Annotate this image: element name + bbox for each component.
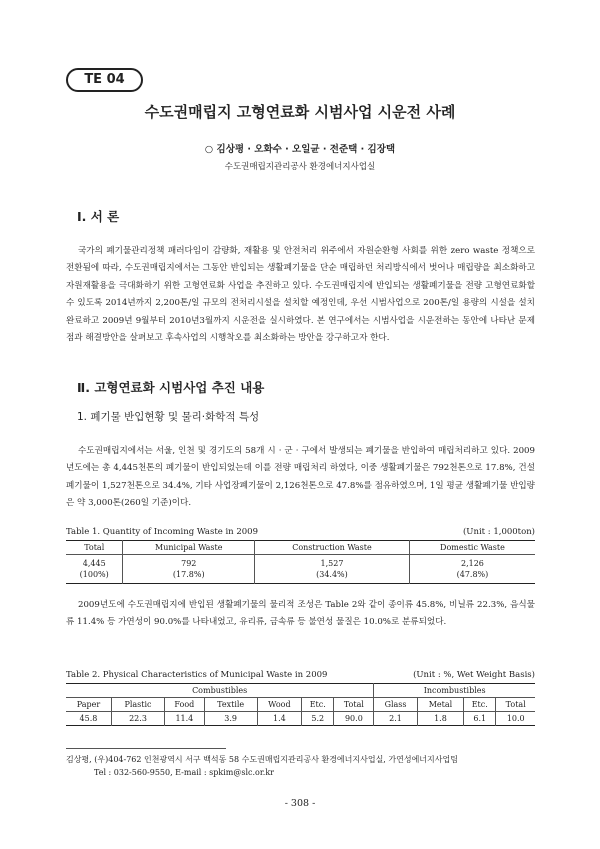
footnote-address: 김상평, (우)404-762 인천광역시 서구 백석동 58 수도권매립지관리공사 환경에너지사업실, 가연성에너지사업팀 <box>66 755 458 764</box>
table1-header: Municipal Waste <box>123 541 255 555</box>
table2-cell: 11.4 <box>165 712 205 726</box>
table2-cell: 3.9 <box>204 712 257 726</box>
table2-group-row <box>66 684 535 698</box>
footnote-divider <box>66 748 226 749</box>
table2-caption <box>66 670 535 680</box>
table2-header: Wood <box>257 698 301 712</box>
table1-caption <box>66 527 535 537</box>
table1-cell <box>255 555 410 584</box>
table2-cell: 45.8 <box>66 712 111 726</box>
table2 <box>66 683 535 726</box>
affiliation: 수도권매립지관리공사 환경에너지사업실 <box>224 162 376 172</box>
table1-row <box>66 555 535 584</box>
section2-paragraph-2: 2009년도에 수도권매립지에 반입된 생활폐기물의 물리적 조성은 Table 2와 같이 종이류 45.8%, 비닐류 22.3%, 음식물류 11.4% 등 가연성이 90.0%를 나타내었고, 유리류, 금속류 등 불연성 물질은 10.0%로 분류되었다. <box>66 600 535 628</box>
table2-header: Total <box>496 698 535 712</box>
table1-header: Total <box>66 541 123 555</box>
table1-unit: (Unit : 1,000ton) <box>462 527 535 537</box>
table2-cell: 90.0 <box>334 712 374 726</box>
paper-title: 수도권매립지 고형연료화 시범사업 시운전 사례 <box>144 103 456 121</box>
table1-cell <box>409 555 535 584</box>
table2-header: Glass <box>374 698 417 712</box>
table1-caption-text: Table 1. Quantity of Incoming Waste in 2009 <box>66 527 258 537</box>
table2-group-incombustibles: Incombustibles <box>374 684 535 698</box>
table1-percent: (47.8%) <box>456 570 489 579</box>
table2-cell: 22.3 <box>111 712 164 726</box>
section-heading-intro: Ⅰ. 서 론 <box>77 209 120 224</box>
table2-cell: 1.8 <box>417 712 463 726</box>
table2-header-row <box>66 698 535 712</box>
table1-cell <box>123 555 255 584</box>
table2-unit: (Unit : %, Wet Weight Basis) <box>413 670 535 680</box>
page-number: - 308 - <box>284 798 316 809</box>
authors: ○ 김상평 · 오화수 · 오일균 · 전준택 · 김장택 <box>204 144 396 155</box>
section2-paragraph-1: 수도권매립지에서는 서울, 인천 및 경기도의 58개 시 · 군 · 구에서 발생되는 폐기물을 반입하여 매립처리하고 있다. 2009년도에는 총 4,445천톤의 폐기물이 반입되었는데 이를 전량 매립처리 하였다, 이중 생활폐기물은 792천톤으로 17.8%, 건설폐기물이 1,527천톤으로 34.4%, 기타 사업장폐기물이 2,126천톤으로 47.8%를 점유하였으며, 1일 평균 생활폐기물 반입량은 약 3,000톤(260일 기준)이다. <box>66 446 535 509</box>
session-tag: TE 04 <box>66 68 143 92</box>
table1-percent: (17.8%) <box>172 570 205 579</box>
table2-value-row <box>66 712 535 726</box>
table2-cell: 2.1 <box>374 712 417 726</box>
table2-caption-text: Table 2. Physical Characteristics of Municipal Waste in 2009 <box>66 670 328 680</box>
table1 <box>66 540 535 584</box>
table2-cell: 10.0 <box>496 712 535 726</box>
table2-header: Plastic <box>111 698 164 712</box>
table1-value: 792 <box>181 559 197 568</box>
table2-header: Textile <box>204 698 257 712</box>
table2-header: Total <box>334 698 374 712</box>
table1-header: Construction Waste <box>255 541 410 555</box>
subsection-heading-1: 1. 폐기물 반입현황 및 물리·화학적 특성 <box>77 411 260 423</box>
footnote-contact: Tel : 032-560-9550, E-mail : spkim@slc.or.kr <box>94 768 275 777</box>
table2-header: Etc. <box>464 698 496 712</box>
table2-cell: 6.1 <box>464 712 496 726</box>
table1-value: 4,445 <box>82 559 106 568</box>
table1-value: 2,126 <box>460 559 484 568</box>
intro-paragraph: 국가의 폐기물관리정책 패러다임이 감량화, 재활용 및 안전처리 위주에서 자원순환형 사회를 위한 zero waste 정책으로 전환됨에 따라, 수도권매립지에서는 그동안 반입되는 생활폐기물을 단순 매립하던 처리방식에서 벗어나 매립량을 최소화하고 자원재활용을 극대화하기 위한 고형연료화 사업을 추진하고 있다. 수도권매립지에 반입되는 생활폐기물을 전량 고형연료화할 수 있도록 2014년까지 2,200톤/일 규모의 전처리시설을 설치할 예정인데, 우선 시범사업으로 200톤/일 용량의 시설을 설치완료하고 2009년 9월부터 2010년3월까지 시운전을 실시하였다. 본 연구에서는 시범사업을 시운전하는 동안에 나타난 문제점과 해결방안을 살펴보고 후속사업의 시행착오를 최소화하는 방안을 강구하고자 한다. <box>66 246 535 344</box>
table1-value: 1,527 <box>320 559 344 568</box>
author-list: 김상평 · 오화수 · 오일균 · 전준택 · 김장택 <box>216 144 396 155</box>
table1-cell <box>66 555 123 584</box>
table2-cell: 1.4 <box>257 712 301 726</box>
table2-cell: 5.2 <box>302 712 334 726</box>
table1-percent: (34.4%) <box>316 570 348 579</box>
table1-percent: (100%) <box>79 570 109 579</box>
table1-header: Domestic Waste <box>409 541 535 555</box>
table2-header: Etc. <box>302 698 334 712</box>
table2-header: Food <box>165 698 205 712</box>
table1-header-row <box>66 541 535 555</box>
table2-header: Metal <box>417 698 463 712</box>
section-heading-2: Ⅱ. 고형연료화 시범사업 추진 내용 <box>77 380 265 395</box>
table2-group-combustibles: Combustibles <box>66 684 374 698</box>
table2-header: Paper <box>66 698 111 712</box>
